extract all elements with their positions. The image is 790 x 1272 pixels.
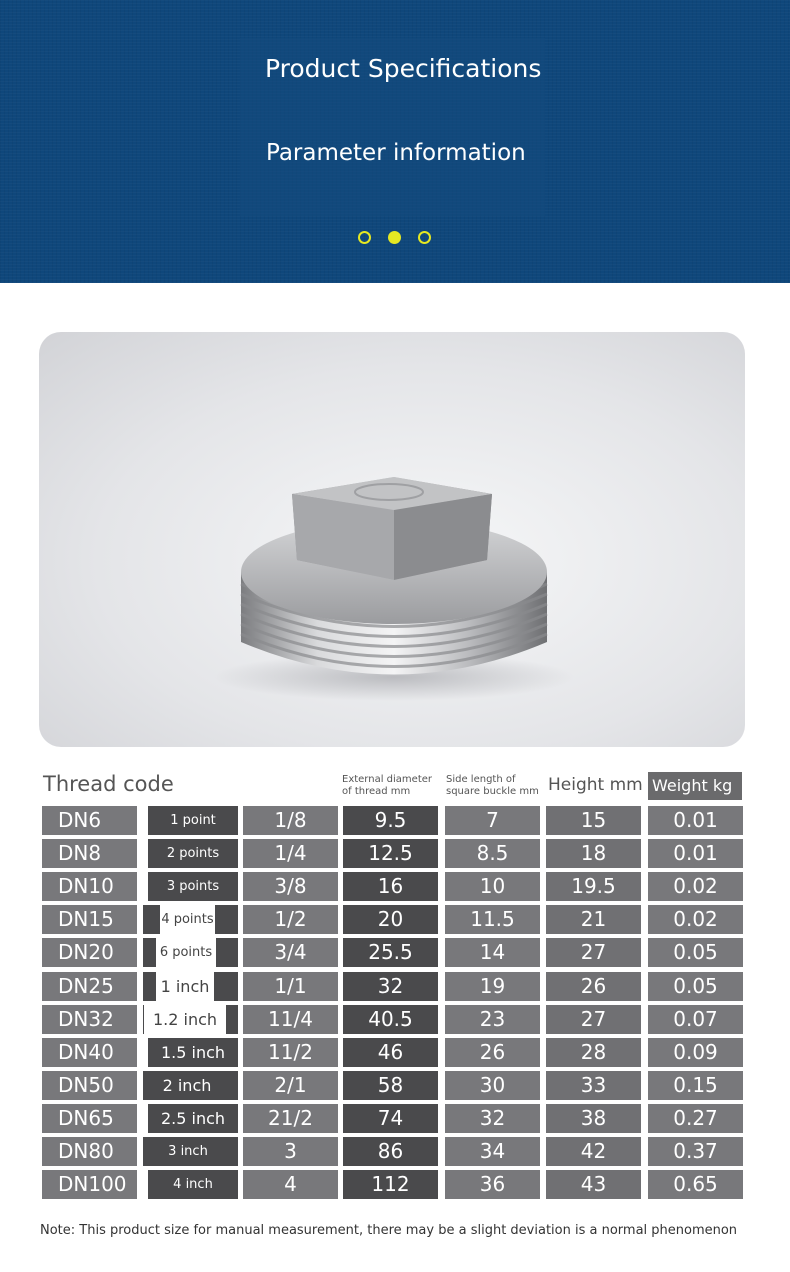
cell-weight: 0.09 bbox=[648, 1038, 743, 1067]
table-row bbox=[0, 938, 790, 967]
cell-external-diameter: 40.5 bbox=[343, 1005, 438, 1034]
table-row bbox=[0, 806, 790, 835]
cell-spec: 1 point bbox=[148, 806, 238, 835]
cell-weight: 0.02 bbox=[648, 872, 743, 901]
cell-thread-size: 1/1 bbox=[243, 972, 338, 1001]
cell-thread-code: DN65 bbox=[42, 1104, 137, 1133]
cell-thread-code: DN32 bbox=[42, 1005, 137, 1034]
cell-thread-code: DN50 bbox=[42, 1071, 137, 1100]
cell-weight: 0.01 bbox=[648, 839, 743, 868]
table-row bbox=[0, 872, 790, 901]
carousel-dots bbox=[358, 231, 438, 245]
header-external-diameter: External diameter of thread mm bbox=[342, 774, 432, 797]
cell-external-diameter: 12.5 bbox=[343, 839, 438, 868]
cell-spec: 2.5 inch bbox=[148, 1104, 238, 1133]
cell-spec: 1.5 inch bbox=[148, 1038, 238, 1067]
cell-side-length: 30 bbox=[445, 1071, 540, 1100]
cell-external-diameter: 58 bbox=[343, 1071, 438, 1100]
cell-thread-size: 1/8 bbox=[243, 806, 338, 835]
cell-external-diameter: 9.5 bbox=[343, 806, 438, 835]
header-weight: Weight kg bbox=[648, 772, 742, 800]
cell-thread-size: 3/4 bbox=[243, 938, 338, 967]
cell-side-length: 19 bbox=[445, 972, 540, 1001]
cell-weight: 0.07 bbox=[648, 1005, 743, 1034]
cell-height: 33 bbox=[546, 1071, 641, 1100]
cell-side-length: 10 bbox=[445, 872, 540, 901]
cell-thread-size: 3 bbox=[243, 1137, 338, 1166]
cell-thread-code: DN6 bbox=[42, 806, 137, 835]
cell-spec: 2 inch bbox=[162, 1076, 212, 1095]
table-row bbox=[0, 839, 790, 868]
product-photo bbox=[39, 332, 745, 747]
cell-external-diameter: 20 bbox=[343, 905, 438, 934]
cell-side-length: 32 bbox=[445, 1104, 540, 1133]
dot-icon[interactable] bbox=[418, 231, 431, 244]
header-height: Height mm bbox=[548, 775, 643, 795]
cell-weight: 0.37 bbox=[648, 1137, 743, 1166]
cell-height: 19.5 bbox=[546, 872, 641, 901]
cell-side-length: 26 bbox=[445, 1038, 540, 1067]
cell-thread-size: 1/2 bbox=[243, 905, 338, 934]
table-row bbox=[0, 1170, 790, 1199]
cell-side-length: 36 bbox=[445, 1170, 540, 1199]
cell-thread-size: 3/8 bbox=[243, 872, 338, 901]
cell-spec: 1 inch bbox=[156, 972, 214, 1001]
cell-thread-code: DN25 bbox=[42, 972, 137, 1001]
cell-external-diameter: 46 bbox=[343, 1038, 438, 1067]
cell-height: 27 bbox=[546, 938, 641, 967]
cell-side-length: 11.5 bbox=[445, 905, 540, 934]
table-row bbox=[0, 1104, 790, 1133]
cell-spec: 3 inch bbox=[168, 1144, 208, 1159]
banner-subtitle: Parameter information bbox=[266, 140, 526, 166]
header-side-length: Side length of square buckle mm bbox=[446, 774, 539, 797]
cell-weight: 0.27 bbox=[648, 1104, 743, 1133]
cell-weight: 0.65 bbox=[648, 1170, 743, 1199]
cell-height: 42 bbox=[546, 1137, 641, 1166]
cell-side-length: 34 bbox=[445, 1137, 540, 1166]
cell-height: 28 bbox=[546, 1038, 641, 1067]
cell-side-length: 14 bbox=[445, 938, 540, 967]
cell-spec: 6 points bbox=[156, 938, 216, 967]
cell-thread-size: 21/2 bbox=[243, 1104, 338, 1133]
cell-height: 27 bbox=[546, 1005, 641, 1034]
cell-thread-size: 11/2 bbox=[243, 1038, 338, 1067]
cell-thread-size: 11/4 bbox=[243, 1005, 338, 1034]
dot-icon[interactable] bbox=[358, 231, 371, 244]
cell-spec: 4 inch bbox=[148, 1170, 238, 1199]
cell-thread-code: DN100 bbox=[42, 1170, 137, 1199]
cell-spec: 2 points bbox=[148, 839, 238, 868]
cell-external-diameter: 86 bbox=[343, 1137, 438, 1166]
cell-height: 38 bbox=[546, 1104, 641, 1133]
cell-external-diameter: 112 bbox=[343, 1170, 438, 1199]
cell-thread-size: 1/4 bbox=[243, 839, 338, 868]
cell-weight: 0.15 bbox=[648, 1071, 743, 1100]
cell-height: 26 bbox=[546, 972, 641, 1001]
table-row bbox=[0, 1038, 790, 1067]
cell-height: 21 bbox=[546, 905, 641, 934]
cell-thread-code: DN40 bbox=[42, 1038, 137, 1067]
cell-weight: 0.01 bbox=[648, 806, 743, 835]
cell-thread-size: 2/1 bbox=[243, 1071, 338, 1100]
table-row bbox=[0, 1137, 790, 1166]
banner-title: Product Specifications bbox=[265, 54, 542, 83]
cell-spec: 3 points bbox=[148, 872, 238, 901]
cell-height: 43 bbox=[546, 1170, 641, 1199]
cell-side-length: 23 bbox=[445, 1005, 540, 1034]
cell-thread-code: DN20 bbox=[42, 938, 137, 967]
cell-thread-size: 4 bbox=[243, 1170, 338, 1199]
plug-image bbox=[39, 332, 745, 747]
banner bbox=[0, 0, 790, 283]
cell-external-diameter: 74 bbox=[343, 1104, 438, 1133]
table-row bbox=[0, 972, 790, 1001]
table-row bbox=[0, 905, 790, 934]
cell-weight: 0.05 bbox=[648, 972, 743, 1001]
cell-thread-code: DN80 bbox=[42, 1137, 137, 1166]
cell-spec: 1.2 inch bbox=[144, 1005, 226, 1034]
cell-weight: 0.02 bbox=[648, 905, 743, 934]
cell-thread-code: DN10 bbox=[42, 872, 137, 901]
cell-spec: 4 points bbox=[160, 905, 215, 934]
dot-active-icon[interactable] bbox=[388, 231, 401, 244]
cell-height: 18 bbox=[546, 839, 641, 868]
cell-external-diameter: 16 bbox=[343, 872, 438, 901]
table-row bbox=[0, 1071, 790, 1100]
header-thread-code: Thread code bbox=[43, 772, 174, 796]
cell-thread-code: DN15 bbox=[42, 905, 137, 934]
cell-external-diameter: 32 bbox=[343, 972, 438, 1001]
cell-side-length: 8.5 bbox=[445, 839, 540, 868]
cell-side-length: 7 bbox=[445, 806, 540, 835]
cell-external-diameter: 25.5 bbox=[343, 938, 438, 967]
cell-height: 15 bbox=[546, 806, 641, 835]
note-text: Note: This product size for manual measurement, there may be a slight deviation is a normal phenomenon bbox=[40, 1223, 738, 1238]
cell-weight: 0.05 bbox=[648, 938, 743, 967]
table-row bbox=[0, 1005, 790, 1034]
cell-thread-code: DN8 bbox=[42, 839, 137, 868]
